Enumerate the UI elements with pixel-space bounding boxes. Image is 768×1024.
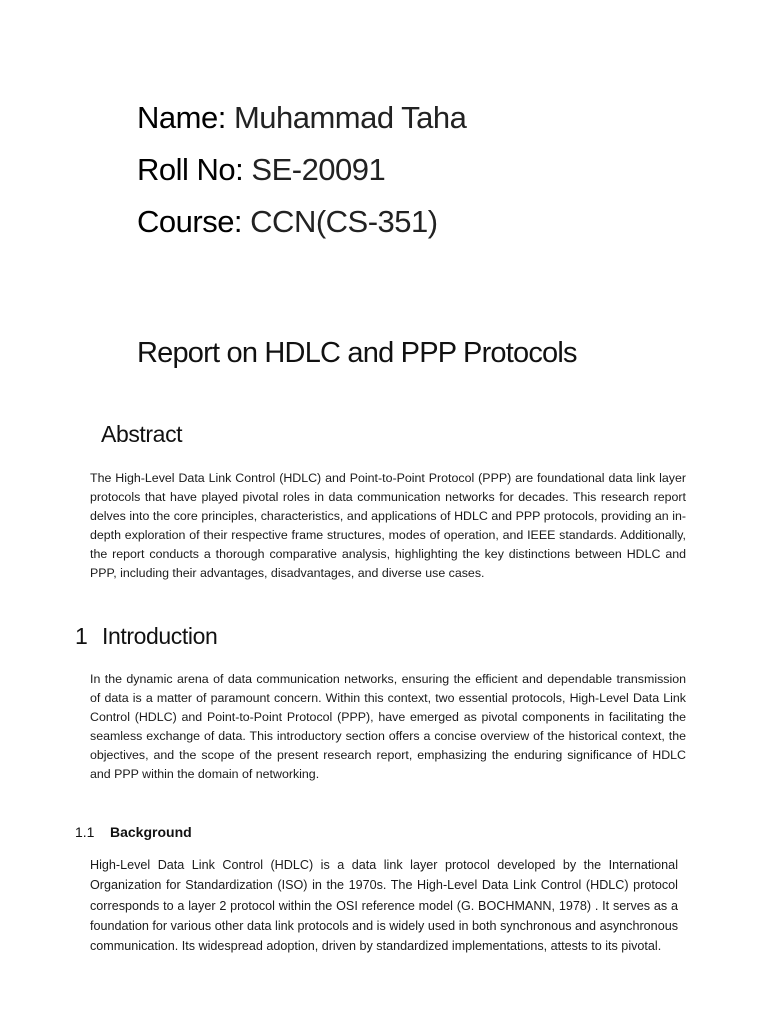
abstract-paragraph: The High-Level Data Link Control (HDLC) and Point-to-Point Protocol (PPP) are foundational data link layer protocols that have played pivotal roles in data communication networks for decades. This research report delves into the core principles, characteristics, and applications of HDLC and PPP protocols, providing an in-depth exploration of their respective frame structures, modes of operation, and IEEE standards. Additionally, the report conducts a thorough comparative analysis, highlighting the key distinctions between HDLC and PPP, including their advantages, disadvantages, and diverse use cases.: [90, 471, 686, 580]
report-title: Report on HDLC and PPP Protocols: [137, 337, 577, 369]
subsection-number: 1.1: [75, 824, 95, 840]
course-label: Course:: [137, 204, 243, 239]
abstract-heading: Abstract: [101, 421, 183, 447]
name-label: Name:: [137, 100, 226, 135]
roll-number-line: [137, 151, 385, 189]
roll-label: Roll No:: [137, 152, 244, 187]
section-number: 1: [75, 623, 88, 649]
subsection-title: Background: [110, 824, 192, 840]
introduction-heading: [75, 621, 217, 651]
name-value: Muhammad Taha: [233, 100, 467, 135]
background-heading: [75, 822, 192, 842]
roll-value: SE-20091: [251, 152, 386, 187]
course-value: CCN(CS-351): [250, 204, 438, 239]
background-paragraph: High-Level Data Link Control (HDLC) is a data link layer protocol developed by the International Organization for Standardization (ISO) in the 1970s. The High-Level Data Link Control (HDLC) protocol corresponds to a layer 2 protocol within the OSI reference model (G. BOCHMANN, 1978) . It serves as a foundation for various other data link protocols and is widely used in both synchronous and asynchronous communication. Its widespread adoption, driven by standardized implementations, attests to its pivotal.: [90, 858, 678, 954]
student-name-line: [137, 99, 466, 137]
introduction-paragraph: In the dynamic arena of data communication networks, ensuring the efficient and dependable transmission of data is a matter of paramount concern. Within this context, two essential protocols, High-Level Data Link Control (HDLC) and Point-to-Point Protocol (PPP), have emerged as pivotal components in facilitating the seamless exchange of data. This introductory section offers a concise overview of the historical context, the objectives, and the scope of the present research report, emphasizing the enduring significance of HDLC and PPP within the domain of networking.: [90, 672, 686, 781]
course-line: [137, 203, 438, 241]
section-title: Introduction: [102, 623, 218, 649]
